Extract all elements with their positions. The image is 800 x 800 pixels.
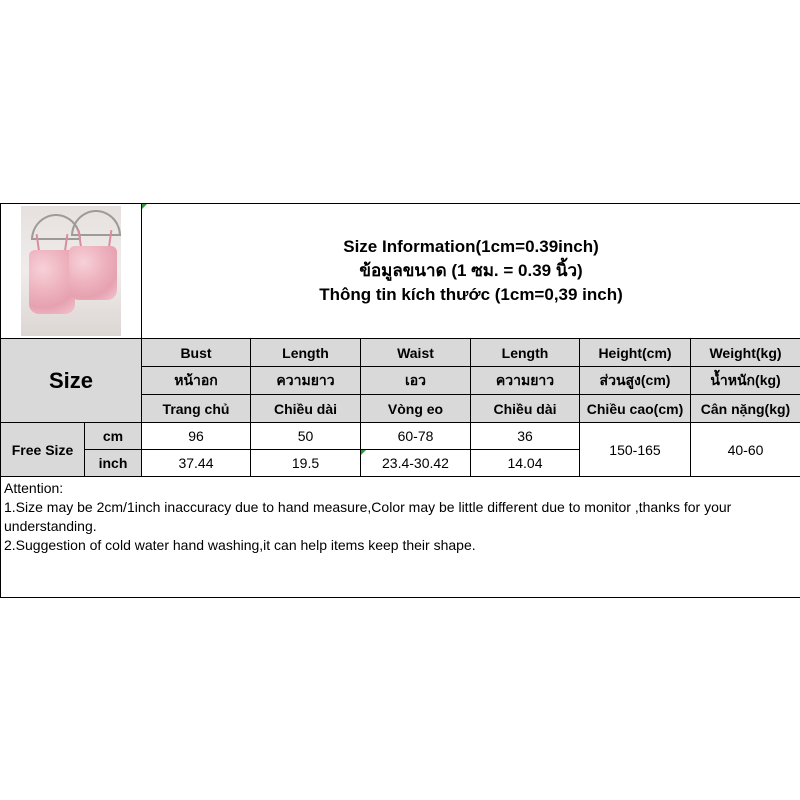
col-header-bust-en: Bust [142, 339, 251, 367]
size-chart [0, 203, 800, 597]
waist-inch-value [361, 450, 471, 477]
col-header-waist-vi: Vòng eo [361, 395, 471, 423]
product-photo-cell [1, 204, 142, 339]
length-cm-value: 50 [251, 423, 361, 450]
col-header-bust-th: หน้าอก [142, 367, 251, 395]
col-header-weight-th: น้ำหนัก(kg) [691, 367, 800, 395]
length2-inch-value: 14.04 [471, 450, 580, 477]
col-header-length2-vi: Chiều dài [471, 395, 580, 423]
col-header-length-en: Length [251, 339, 361, 367]
height-value: 150-165 [580, 423, 691, 477]
col-header-length2-th: ความยาว [471, 367, 580, 395]
weight-value: 40-60 [691, 423, 800, 477]
col-header-height-th: ส่วนสูง(cm) [580, 367, 691, 395]
bust-inch-value: 37.44 [142, 450, 251, 477]
length-inch-value: 19.5 [251, 450, 361, 477]
unit-cm-label: cm [85, 423, 142, 450]
notes-heading: Attention: [4, 480, 64, 496]
col-header-length2-en: Length [471, 339, 580, 367]
title-english: Size Information(1cm=0.39inch) [343, 237, 599, 256]
attention-notes [1, 477, 800, 598]
title-thai: ข้อมูลขนาด (1 ซม. = 0.39 นิ้ว) [359, 261, 583, 280]
size-info-title [142, 204, 800, 339]
col-header-height-vi: Chiều cao(cm) [580, 395, 691, 423]
size-heading: Size [1, 339, 142, 423]
col-header-waist-en: Waist [361, 339, 471, 367]
bust-cm-value: 96 [142, 423, 251, 450]
waist-inch-text: 23.4-30.42 [382, 455, 449, 471]
waist-cm-value: 60-78 [361, 423, 471, 450]
green-marker-icon [142, 204, 147, 209]
col-header-length-th: ความยาว [251, 367, 361, 395]
col-header-weight-vi: Cân nặng(kg) [691, 395, 800, 423]
col-header-height-en: Height(cm) [580, 339, 691, 367]
notes-line-2: 2.Suggestion of cold water hand washing,it can help items keep their shape. [4, 537, 476, 553]
col-header-waist-th: เอว [361, 367, 471, 395]
free-size-label: Free Size [1, 423, 85, 477]
title-vietnamese: Thông tin kích thước (1cm=0,39 inch) [319, 285, 623, 304]
size-table [0, 203, 800, 598]
product-photo [21, 206, 121, 336]
length2-cm-value: 36 [471, 423, 580, 450]
col-header-weight-en: Weight(kg) [691, 339, 800, 367]
col-header-length-vi: Chiều dài [251, 395, 361, 423]
col-header-bust-vi: Trang chủ [142, 395, 251, 423]
notes-line-1: 1.Size may be 2cm/1inch inaccuracy due to hand measure,Color may be little different due to monitor ,thanks for your understanding. [4, 499, 732, 534]
unit-inch-label: inch [85, 450, 142, 477]
green-marker-icon [361, 450, 366, 455]
